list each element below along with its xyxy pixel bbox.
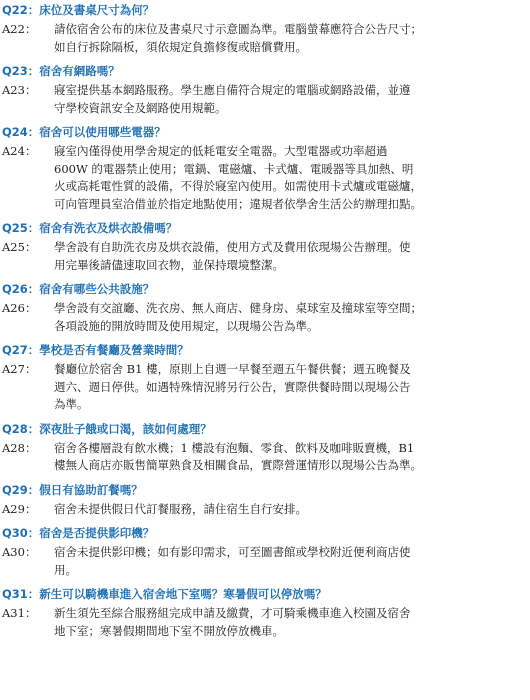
faq-answer-number: A28： — [2, 440, 37, 455]
faq-answer-line: 學舍設有交誼廳、洗衣房、無人商店、健身房、桌球室及撞球室等空間； — [54, 301, 422, 315]
faq-answer — [0, 501, 522, 519]
faq-item — [0, 63, 530, 117]
faq-answer-line: 樓無人商店亦販售簡單熟食及相關食品，實際營運情形以現場公告為準。 — [54, 458, 422, 472]
faq-question: Q28：深夜肚子餓或口渴，該如何處理？ — [2, 421, 212, 436]
faq-answer-number: A25： — [2, 240, 37, 254]
faq-answer-line: 用。 — [54, 562, 77, 577]
faq-answer-number: A23： — [2, 83, 37, 97]
faq-answer-line: 宿舍各樓層設有飲水機；1 樓設有泡麵、零食、飲料及咖啡販賣機，B1 — [54, 440, 415, 455]
faq-answer-line: 如自行拆除隔板，須依規定負擔修復或賠償費用。 — [54, 39, 307, 54]
faq-answer-line: 寢室提供基本網路服務。學生應自備符合規定的電腦或網路設備，並遵 — [54, 83, 411, 97]
faq-answer-number: A31： — [2, 606, 37, 620]
faq-answer-line: 600W 的電器禁止使用；電鍋、電磁爐、卡式爐、電暖器等具加熱、明 — [54, 161, 414, 176]
faq-answer — [0, 361, 522, 414]
faq-answer-line: 餐廳位於宿舍 B1 樓，原則上自週一早餐至週五午餐供餐；週五晚餐及 — [54, 362, 411, 376]
faq-answer-line: 宿舍未提供假日代訂餐服務，請住宿生自行安排。 — [54, 501, 307, 516]
faq-answer-line: 宿舍未提供影印機；如有影印需求，可至圖書館或學校附近便利商店使 — [54, 545, 411, 559]
faq-answer-line: 週六、週日停供。如遇特殊情況將另行公告，實際供餐時間以現場公告 — [54, 379, 411, 394]
faq-answer — [0, 143, 522, 213]
faq-answer — [0, 605, 522, 640]
faq-item — [0, 342, 530, 414]
faq-answer — [0, 544, 522, 579]
faq-answer-number: A24： — [2, 144, 37, 158]
faq-question: Q22：床位及書桌尺寸為何？ — [2, 3, 155, 17]
faq-question: Q25：宿舍有洗衣及烘衣設備嗎？ — [2, 221, 178, 235]
faq-answer-number: A30： — [2, 545, 37, 559]
faq-answer-number: A29： — [2, 501, 37, 516]
faq-answer-line: 新生須先至綜合服務組完成申請及繳費，才可騎乘機車進入校園及宿舍 — [54, 606, 411, 620]
faq-answer — [0, 239, 522, 274]
faq-answer — [0, 300, 522, 335]
faq-answer-line: 可向管理員室洽借並於指定地點使用；違規者依學舍生活公約辦理扣點。 — [54, 196, 422, 211]
faq-answer-line: 寢室內僅得使用學舍規定的低耗電安全電器。大型電器或功率超過 — [54, 144, 388, 158]
faq-answer — [0, 440, 522, 475]
faq-question: Q27：學校是否有餐廳及營業時間？ — [2, 343, 189, 357]
faq-item — [0, 525, 530, 579]
faq-answer-line: 火或高耗電性質的設備，不得於寢室內使用。如需使用卡式爐或電磁爐， — [54, 179, 422, 193]
faq-item — [0, 2, 530, 56]
faq-item — [0, 482, 530, 519]
faq-question: Q29：假日有協助訂餐嗎？ — [2, 482, 143, 497]
faq-item — [0, 220, 530, 274]
faq-item — [0, 421, 530, 475]
faq-item — [0, 586, 530, 640]
faq-item — [0, 124, 530, 213]
faq-question: Q30：宿舍是否提供影印機？ — [2, 526, 155, 540]
faq-answer-line: 各項設施的開放時間及使用規定，以現場公告為準。 — [54, 318, 319, 333]
faq-answer-line: 學舍設有自助洗衣房及烘衣設備，使用方式及費用依現場公告辦理。使 — [54, 240, 411, 254]
faq-question: Q31：新生可以騎機車進入宿舍地下室嗎？寒暑假可以停放嗎？ — [2, 587, 327, 601]
faq-answer-line: 用完畢後請儘速取回衣物，並保持環境整潔。 — [54, 257, 284, 272]
faq-item — [0, 281, 530, 335]
faq-answer — [0, 82, 522, 117]
faq-answer-number: A22： — [2, 22, 37, 36]
faq-answer — [0, 21, 522, 56]
faq-question: Q26：宿舍有哪些公共設施？ — [2, 282, 155, 296]
faq-question: Q24：宿舍可以使用哪些電器？ — [2, 125, 166, 139]
faq-answer-number: A26： — [2, 301, 37, 315]
faq-question: Q23：宿舍有網路嗎？ — [2, 64, 120, 78]
faq-answer-line: 請依宿舍公布的床位及書桌尺寸示意圖為準。電腦螢幕應符合公告尺寸； — [54, 22, 422, 36]
faq-answer-line: 為準。 — [54, 397, 89, 411]
faq-answer-line: 守學校資訊安全及網路使用規範。 — [54, 100, 227, 115]
faq-answer-number: A27： — [2, 362, 37, 376]
faq-answer-line: 地下室；寒暑假期間地下室不開放停放機車。 — [54, 623, 284, 638]
